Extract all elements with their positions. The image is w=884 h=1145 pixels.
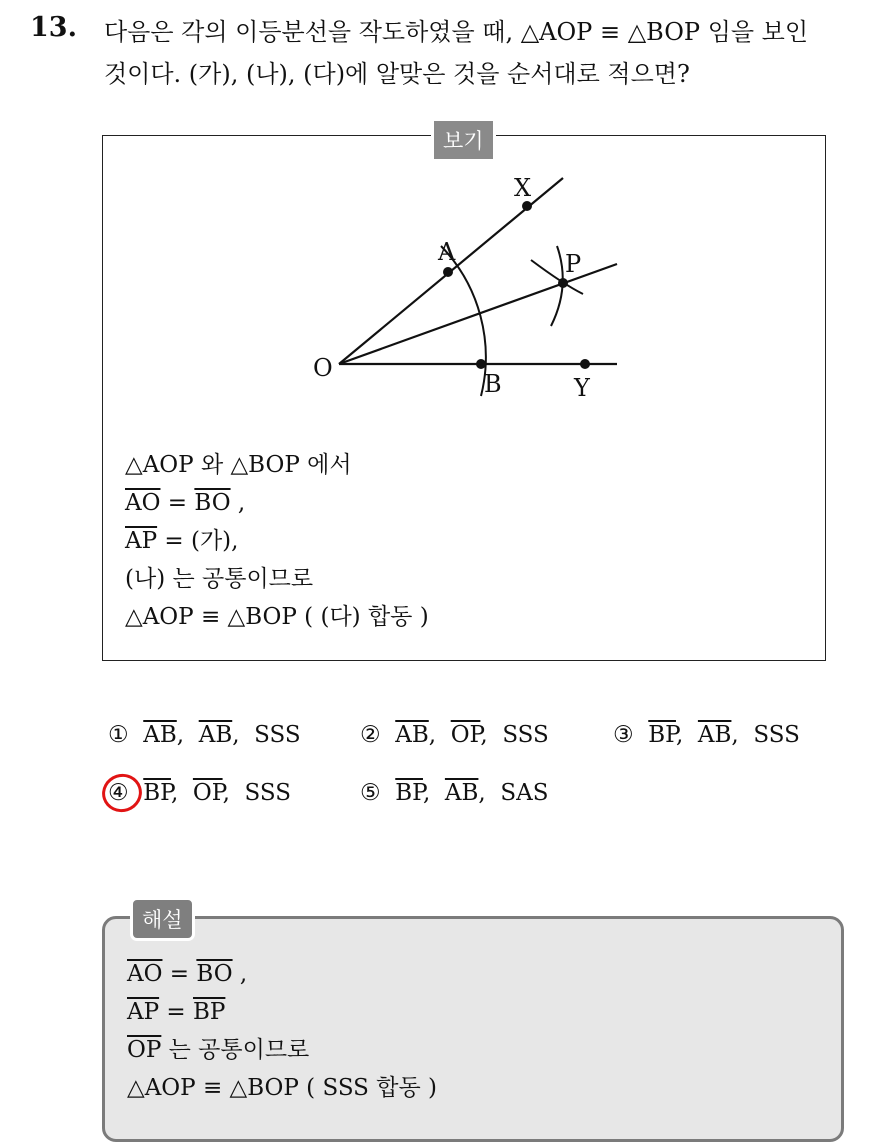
solution-line-1 — [127, 955, 437, 993]
equals: = — [162, 961, 197, 987]
choice-a: $\overline{AB}$ — [395, 722, 429, 748]
segment-OP: $\overline{OP}$ — [127, 1037, 162, 1063]
choice-c: SSS — [753, 722, 800, 748]
point-A — [443, 267, 453, 277]
choice-a: $\overline{BP}$ — [395, 780, 423, 806]
choice-c: SSS — [502, 722, 549, 748]
solution-tag: 해설 — [130, 897, 195, 941]
label-B: B — [484, 370, 502, 398]
choice-c: SSS — [244, 780, 291, 806]
solution-line-3 — [127, 1031, 437, 1069]
question-text-line2: 것이다. (가), (나), (다)에 알맞은 것을 순서대로 적으면? — [104, 60, 690, 88]
point-X — [522, 201, 532, 211]
proof-line-3-rest: = (가), — [157, 528, 239, 554]
label-A: A — [438, 238, 456, 266]
proof-line-4: (나) 는 공통이므로 — [125, 566, 314, 592]
choice-number: ③ — [613, 722, 634, 748]
choice-b: $\overline{OP}$ — [192, 780, 223, 806]
point-Y — [580, 359, 590, 369]
proof-line-5: △AOP ≡ △BOP ( (다) 합동 ) — [125, 604, 429, 630]
choice-a: $\overline{AB}$ — [143, 722, 177, 748]
segment-AP: $\overline{AP}$ — [125, 528, 158, 554]
choice-b: $\overline{OP}$ — [450, 722, 481, 748]
choice-number: ④ — [108, 780, 129, 806]
choice-1[interactable]: ① $\overline{AB}$, $\overline{AB}$, SSS — [108, 722, 301, 748]
comma: , — [230, 490, 246, 516]
choice-b: $\overline{AB}$ — [198, 722, 233, 748]
segment-AP: $\overline{AP}$ — [127, 999, 160, 1025]
comma: , — [232, 961, 248, 987]
solution-body — [127, 955, 437, 1107]
label-Y: Y — [574, 374, 590, 402]
bogi-box — [102, 129, 826, 661]
segment-BO: $\overline{BO}$ — [194, 490, 231, 516]
bogi-tag: 보기 — [431, 118, 496, 162]
answer-circle-mark — [97, 769, 147, 818]
choice-b: $\overline{AB}$ — [697, 722, 732, 748]
segment-BO: $\overline{BO}$ — [196, 961, 233, 987]
segment-AO: $\overline{AO}$ — [127, 961, 163, 987]
point-P — [558, 278, 568, 288]
angle-bisector-figure — [103, 136, 827, 436]
ray-OP — [339, 264, 617, 364]
choice-a: $\overline{BP}$ — [143, 780, 171, 806]
solution-line-2 — [127, 993, 437, 1031]
question-text-line1: 다음은 각의 이등분선을 작도하였을 때, △AOP ≡ △BOP 임을 보인 — [104, 18, 809, 46]
solution-line-3-rest: 는 공통이므로 — [161, 1037, 310, 1063]
solution-line-4: △AOP ≡ △BOP ( SSS 합동 ) — [127, 1075, 437, 1101]
choice-3[interactable]: ③ $\overline{BP}$, $\overline{AB}$, SSS — [613, 722, 800, 748]
label-X: X — [514, 174, 532, 202]
equals: = — [159, 999, 193, 1025]
segment-BP: $\overline{BP}$ — [193, 999, 226, 1025]
choice-c: SAS — [500, 780, 549, 806]
segment-AO: $\overline{AO}$ — [125, 490, 161, 516]
choice-4[interactable]: ④ $\overline{BP}$, $\overline{OP}$, SSS — [108, 780, 291, 806]
choice-a: $\overline{BP}$ — [648, 722, 676, 748]
choice-2[interactable]: ② $\overline{AB}$, $\overline{OP}$, SSS — [360, 722, 549, 748]
point-B — [476, 359, 486, 369]
choice-number: ② — [360, 722, 381, 748]
choice-number: ① — [108, 722, 129, 748]
label-O: O — [313, 354, 333, 382]
proof-line-3 — [125, 522, 429, 560]
bogi-proof — [125, 446, 429, 636]
proof-line-1: △AOP 와 △BOP 에서 — [125, 452, 352, 478]
solution-box — [102, 908, 844, 1142]
choice-5[interactable]: ⑤ $\overline{BP}$, $\overline{AB}$, SAS — [360, 780, 549, 806]
label-P: P — [565, 250, 582, 278]
choice-c: SSS — [254, 722, 301, 748]
question-number: 13. — [30, 12, 77, 43]
equals: = — [160, 490, 195, 516]
choice-b: $\overline{AB}$ — [444, 780, 479, 806]
proof-line-2 — [125, 484, 429, 522]
choice-number: ⑤ — [360, 780, 381, 806]
